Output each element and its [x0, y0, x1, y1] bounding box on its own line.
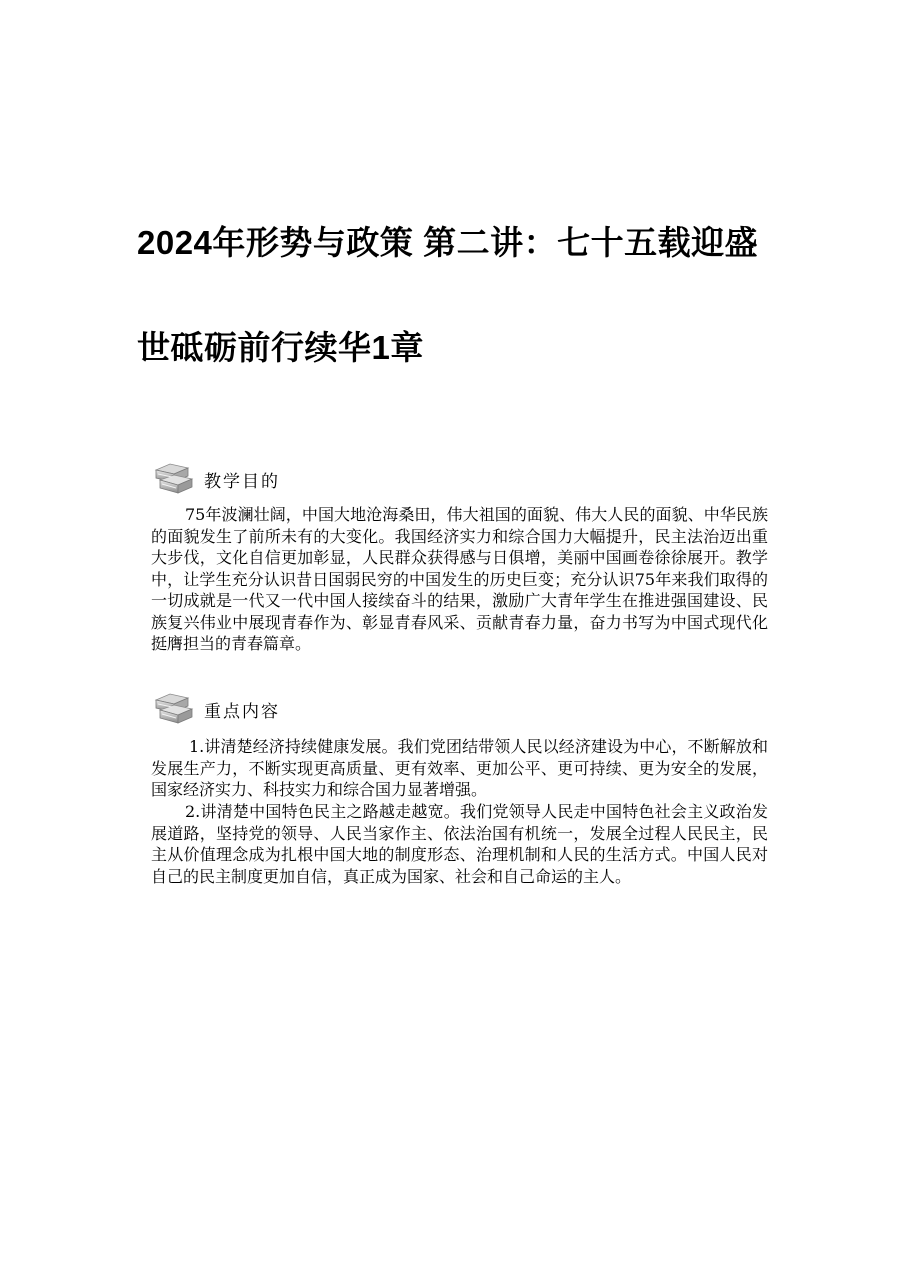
books-stack-icon: [152, 462, 196, 496]
document-title-line-2: 世砥砺前行续华1章: [137, 329, 424, 366]
section-heading-label: 重点内容: [204, 701, 280, 722]
paragraph-key-point-2: 2.讲清楚中国特色民主之路越走越宽。我们党领导人民走中国特色社会主义政治发展道路，坚持党的领导、人民当家作主、依法治国有机统一，发展全过程人民民主，民主从价值理念成为扎根中国大地的制度形态、治理机制和人民的生活方式。中国人民对自己的民主制度更加自信，真正成为国家、社会和自己命运的主人。: [151, 802, 768, 886]
paragraph-key-point-1: 1.讲清楚经济持续健康发展。我们党团结带领人民以经济建设为中心，不断解放和发展生产力，不断实现更高质量、更有效率、更加公平、更可持续、更为安全的发展，国家经济实力、科技实力和综合国力显著增强。: [151, 737, 768, 799]
document-title-line-1: 2024年形势与政策 第二讲：七十五载迎盛: [137, 224, 759, 261]
paragraph-teaching-goal: 75年波澜壮阔，中国大地沧海桑田，伟大祖国的面貌、伟大人民的面貌、中华民族的面貌发生了前所未有的大变化。我国经济实力和综合国力大幅提升，民主法治迈出重大步伐，文化自信更加彰显，人民群众获得感与日俱增，美丽中国画卷徐徐展开。教学中，让学生充分认识昔日国弱民穷的中国发生的历史巨变；充分认识75年来我们取得的一切成就是一代又一代中国人接续奋斗的结果，激励广大青年学生在推进强国建设、民族复兴伟业中展现青春作为、彰显青春风采、贡献青春力量，奋力书写为中国式现代化挺膺担当的青春篇章。: [151, 505, 768, 653]
section-heading-teaching-goal: [152, 462, 280, 496]
section-heading-key-content: [152, 692, 280, 726]
section-heading-label: 教学目的: [204, 471, 280, 492]
books-stack-icon: [152, 692, 196, 726]
